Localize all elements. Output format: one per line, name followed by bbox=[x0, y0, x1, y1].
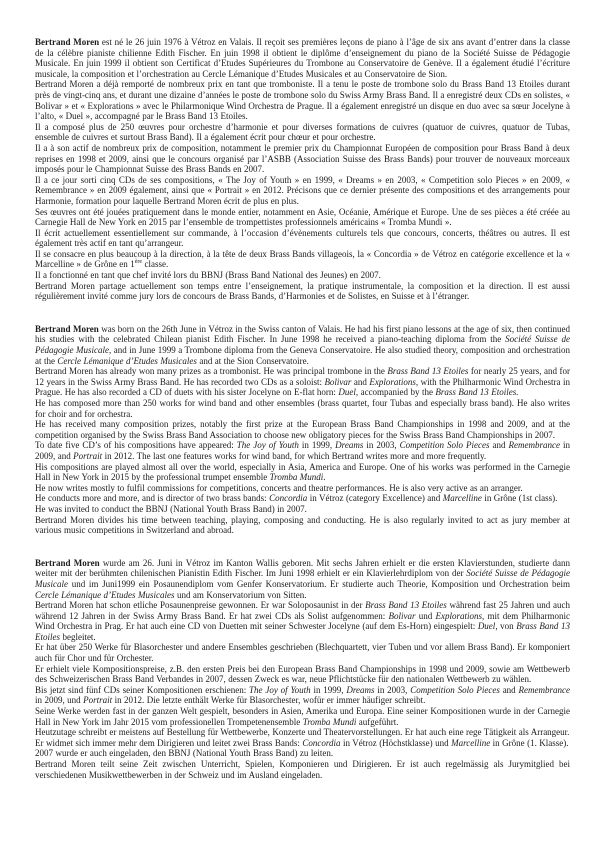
text-run: Bis jetzt sind fünf CDs seiner Kompositionen erschienen: bbox=[35, 684, 250, 695]
italic-text: Tromba Mundi bbox=[269, 472, 324, 483]
text-run: and bbox=[351, 376, 370, 387]
text-run: and bbox=[499, 684, 519, 695]
text-run: in 2009, und bbox=[35, 695, 84, 706]
paragraph bbox=[35, 249, 570, 270]
text-run: Bertrand Moren teilt seine Zeit zwischen Unterricht, Spielen, Komponieren und Dirigieren. Er ist auch regelmässig als Jurymitglied bei verschiedenen Musikwettbewerben in der Schweiz und im Ausland eingeladen. bbox=[35, 759, 570, 780]
text-run: in 1999, bbox=[310, 684, 347, 695]
paragraph bbox=[35, 748, 570, 759]
text-run: He has received many composition prizes, notably the first prize at the European Brass Band Championships in 1998 and 2009, and at the competition organised by the Swiss Brass Band Association to choose new obligatory pieces for the Swiss Brass Band Championships in 2007. bbox=[35, 419, 570, 440]
text-run: Il a à son actif de nombreux prix de composition, notamment le premier prix du Championnat Européen de composition pour Brass Band à deux reprises en 1998 et 2009, ainsi que le concours organisé par l’ASBB (Association Suisse des Brass Bands) pour trouver de nouveaux morceaux imposés pour le Championnat Suisse des Brass Bands en 2007. bbox=[35, 142, 570, 175]
text-run: Il a ce jour sorti cinq CDs de ses compositions, « The Joy of Youth » en 1999, « Dreams » en 2003, « Competition solo Pieces » en 2009, « Remembrance » en 2009 également, ainsi que « Portrait » en 2012. Précisons que ce dernier présente des compositions et des arrangements pour Harmonie, formation pour laquelle Bertrand Moren écrit de plus en plus. bbox=[35, 174, 570, 206]
paragraph bbox=[35, 504, 570, 515]
text-run: in 2009, and bbox=[35, 440, 570, 461]
text-run: in Vétroz (category Excellence) and bbox=[307, 493, 443, 504]
text-run: , von bbox=[495, 621, 517, 632]
text-run: in 2012. The last one features works for wind band, for which Bertrand writes more and more frequently. bbox=[102, 450, 487, 461]
paragraph bbox=[35, 664, 570, 685]
paragraph bbox=[35, 440, 570, 461]
text-run: for nearly 25 years, and for 12 years in the Swiss Army Brass Band. He has recorded two CDs as a soloist: bbox=[35, 366, 570, 387]
text-run: Bertrand Moren divides his time between teaching, playing, composing and conducting. He is also regularly invited to act as jury member at various music competitions in Switzerland and abroad. bbox=[35, 514, 570, 536]
paragraph bbox=[35, 228, 570, 249]
text-run: , and in June 1999 a Trombone diploma from the Geneva Conservatoire. He also studied theory, composition and orchestration at the bbox=[35, 345, 570, 366]
superscript-text: ère bbox=[134, 259, 143, 266]
paragraph bbox=[35, 738, 570, 749]
text-run: in Grône (1st class). bbox=[481, 493, 558, 504]
text-run: Bertrand Moren hat schon etliche Posaunenpreise gewonnen. Er war Soloposaunist in der bbox=[35, 600, 366, 611]
text-run: in 2012. Die letzte enthält Werke für Blasorchester, wofür er immer häufiger schreibt. bbox=[112, 695, 426, 706]
text-run: und am Konservatorium von Sitten. bbox=[174, 589, 307, 600]
italic-text: Dreams bbox=[346, 684, 375, 695]
italic-text: Explorations bbox=[435, 610, 483, 621]
text-run: He now writes mostly to fulfil commissions for competitions, concerts and theatre performances. He is also very active as an arranger. bbox=[35, 482, 523, 493]
text-run: and bbox=[489, 440, 509, 451]
paragraph bbox=[35, 398, 570, 419]
text-run: Il se consacre en plus beaucoup à la direction, à la tête de deux Brass Bands villageois, la « Concordia » de Vétroz en catégorie excellence et la « Marcelline » de Grône en 1 bbox=[35, 248, 570, 270]
text-run: He has composed more than 250 works for wind band and other ensembles (brass quartet, four Tubas and especially brass band). He also writes for choir and for orchestra. bbox=[35, 398, 570, 419]
italic-text: Concordia bbox=[269, 493, 308, 504]
bold-text: Bertrand Moren bbox=[35, 37, 100, 47]
italic-text: Brass Band 13 Etoiles bbox=[365, 600, 447, 611]
paragraph bbox=[35, 515, 570, 536]
text-run: aufgeführt. bbox=[356, 716, 399, 727]
italic-text: Dreams bbox=[335, 440, 364, 451]
text-run: Er widmet sich immer mehr dem Dirigieren und leitet zwei Brass Bands: bbox=[35, 737, 303, 748]
biography-section-french bbox=[35, 37, 570, 302]
paragraph bbox=[35, 324, 570, 366]
text-run: Ses œuvres ont été jouées pratiquement dans le monde entier, notamment en Asie, Océanie, Amérique et Europe. Une de ses pièces a été créée au Carnegie Hall de New York en 2015 par l’ensemble de trompettistes professionnels américains « Tromba Mundi ». bbox=[35, 206, 570, 228]
biography-section-english bbox=[35, 324, 570, 536]
italic-text: Brass Band 13 Etoiles bbox=[35, 621, 570, 642]
bold-text: Bertrand Moren bbox=[35, 557, 100, 568]
italic-text: Brass Band 13 Etoiles. bbox=[435, 387, 519, 398]
text-run: Er erhielt viele Kompositionspreise, z.B. den ersten Preis bei den European Brass Band Championships in 1998 und 2009, sowie am Wettbewerb des Schweizerischen Brass Band Verbandes in 2007, dessen Zweck es war, neue Pflichtstücke für den nationalen Wettbewerb zu wählen. bbox=[35, 663, 570, 685]
text-run: in 2003, bbox=[374, 684, 411, 695]
paragraph bbox=[35, 175, 570, 207]
italic-text: Portrait bbox=[83, 695, 113, 706]
text-run: His compositions are played almost all over the world, especially in Asia, America and Europe. One of his works was performed in the Carnegie Hall in New York in 2015 by the professional trumpet ensemble bbox=[35, 461, 570, 483]
text-run: 2007 wurde er auch eingeladen, den BBNJ (National Youth Brass Band) zu leiten. bbox=[35, 748, 334, 759]
italic-text: Duel bbox=[338, 387, 356, 398]
paragraph bbox=[35, 281, 570, 302]
text-run: Il a fonctionné en tant que chef invité lors du BBNJ (Brass Band National des Jeunes) en 2007. bbox=[35, 270, 381, 281]
paragraph bbox=[35, 37, 570, 79]
text-run: To date five CD’s of his compositions have appeared: bbox=[35, 440, 237, 451]
italic-text: Remembrance bbox=[518, 684, 570, 695]
paragraph bbox=[35, 493, 570, 504]
text-run: Bertrand Moren has already won many prizes as a trombonist. He was principal trombone in the bbox=[35, 366, 388, 377]
paragraph bbox=[35, 270, 570, 281]
text-run: , mit dem Philharmonic Wind Orchestra in Prag. Er hat auch eine CD von Duetten mit seiner Schwester Jocelyne (auf dem Es-Horn) eingespielt: bbox=[35, 610, 570, 632]
text-run: Heutzutage schreibt er meistens auf Bestellung für Wettbewerbe, Konzerte und Theatervorstellungen. Er hat auch eine rege Tätigkeit als Arrangeur. bbox=[35, 727, 570, 738]
text-run: in Vétroz (Höchstklasse) und bbox=[340, 737, 452, 748]
text-run: begleitet. bbox=[60, 631, 96, 642]
paragraph bbox=[35, 207, 570, 228]
italic-text: Marcelline bbox=[442, 493, 482, 504]
text-run: Seine Werke werden fast in der ganzen Welt gespielt, besonders in Asien, Amerika und Europa. Eine seiner Kompositionen wurde in der Carnegie Hall in New York im Jahr 2015 vom professionellen Trompetenensemble bbox=[35, 706, 570, 727]
italic-text: Bolivar bbox=[324, 376, 352, 387]
italic-text: Concordia bbox=[302, 737, 341, 748]
paragraph bbox=[35, 558, 570, 600]
italic-text: Duel bbox=[477, 621, 496, 632]
text-run: was born on the 26th June in Vétroz in the Swiss canton of Valais. He had his first piano lessons at the age of six, then continued his studies with the celebrated Chilean pianist Edith Fischer. In June 1998 he received a piano-teaching diploma from the bbox=[35, 323, 570, 345]
italic-text: Remembrance bbox=[508, 440, 560, 451]
paragraph bbox=[35, 366, 570, 398]
italic-text: Competition Solo Pieces bbox=[399, 440, 490, 451]
text-run: , with the Philharmonic Wind Orchestra in Prague. He has also recorded a CD of duets with his sister Jocelyne on E-flat horn: bbox=[35, 376, 570, 398]
paragraph bbox=[35, 642, 570, 663]
italic-text: Bolivar bbox=[388, 610, 416, 621]
text-run: He was invited to conduct the BBNJ (National Youth Brass Band) in 2007. bbox=[35, 503, 307, 514]
text-run: Bertrand Moren a déjà remporté de nombreux prix en tant que tromboniste. Il a tenu le poste de trombone solo du Brass Band 13 Etoiles durant près de vingt-cinq ans, et durant une dizaine d’années le poste de trombone solo du Swiss Army Brass Band. Il a enregistré deux CDs en solistes, « Bolivar » et « Explorations » avec le Philarmonique Wind Orchestra de Prague. Il a également enregistré un disque en duo avec sa sœur Jocelyne à l’alto, « Duel », accompagné par le Brass Band 13 Etoiles. bbox=[35, 79, 570, 122]
italic-text: Cercle Lémanique d’Etudes Musicales bbox=[57, 355, 197, 366]
paragraph bbox=[35, 483, 570, 494]
text-run: und bbox=[415, 610, 436, 621]
text-run: . bbox=[323, 472, 326, 483]
text-run: und im Juni1999 ein Posaunendiplom vom Genfer Konservatorium. Er studierte auch Theorie, Komposition und Orchestration beim bbox=[68, 578, 570, 589]
italic-text: The Joy of Youth bbox=[236, 440, 299, 451]
paragraph bbox=[35, 685, 570, 706]
italic-text: Marcelline bbox=[451, 737, 491, 748]
paragraph bbox=[35, 462, 570, 483]
paragraph bbox=[35, 727, 570, 738]
text-run: wurde am 26. Juni in Vétroz im Kanton Wallis geboren. Mit sechs Jahren erhielt er die ersten Klavierstunden, studierte dann weiter mit der berühmten chilenischen Pianistin Edith Fischer. Im Juni 1998 erhielt er ein Klavierlehrdiplom von der bbox=[35, 557, 570, 579]
italic-text: Portrait bbox=[73, 450, 103, 461]
italic-text: Explorations bbox=[369, 376, 416, 387]
italic-text: Société Suisse de Pédagogie Musicale bbox=[35, 334, 570, 356]
paragraph bbox=[35, 419, 570, 440]
text-run: est né le 26 juin 1976 à Vétroz en Valais. Il reçoit ses premières leçons de piano à l’âge de six ans avant d’entrer dans la classe de la célèbre pianiste chilienne Edith Fischer. En juin 1998 il obtient le diplôme d’enseignement du piano de la Société Suisse de Pédagogie Musicale. En juin 1999 il obtient son Certificat d’Etudes Supérieures du Trombone au Conservatoire de Genève. Il a également étudié l’écriture musicale, la composition et l’orchestration au Cercle Lémanique d’Etudes Musicales et au Conservatoire de Sion. bbox=[35, 37, 570, 79]
italic-text: Tromba Mundi bbox=[302, 716, 357, 727]
paragraph bbox=[35, 79, 570, 121]
text-run: während fast 25 Jahren und auch während 12 Jahren in der Swiss Army Brass Band. Er hat zwei CDs als Solist aufgenommen: bbox=[35, 600, 570, 621]
text-run: Il a composé plus de 250 œuvres pour orchestre d’harmonie et pour diverses formations de cuivres (quatuor de cuivres, quatuor de Tubas, ensemble de cuivres et surtout Brass Band). Il a également écrit pour chœur et pour orchestre. bbox=[35, 121, 570, 143]
biography-section-german bbox=[35, 558, 570, 780]
text-run: in Grône (1. Klasse). bbox=[490, 737, 569, 748]
text-run: Bertrand Moren partage actuellement son temps entre l’enseignement, la pratique instrumentale, la composition et la direction. Il est aussi régulièrement invité comme jury lors de concours de Brass Bands, d’Harmonies et de Solistes, en Suisse et à l’étranger. bbox=[35, 280, 570, 302]
paragraph bbox=[35, 759, 570, 780]
text-run: , accompanied by the bbox=[355, 387, 436, 398]
italic-text: The Joy of Youth bbox=[249, 684, 311, 695]
italic-text: Cercle Lémanique d’Etudes Musicales bbox=[35, 589, 175, 600]
bold-text: Bertrand Moren bbox=[35, 323, 99, 334]
paragraph bbox=[35, 122, 570, 143]
paragraph bbox=[35, 706, 570, 727]
italic-text: Société Suisse de Pédagogie Musicale bbox=[35, 568, 570, 589]
text-run: and at the Sion Conservatoire. bbox=[196, 355, 309, 366]
paragraph bbox=[35, 143, 570, 175]
text-run: in 2003, bbox=[363, 440, 400, 451]
italic-text: Brass Band 13 Etoiles bbox=[387, 366, 469, 377]
text-run: classe. bbox=[142, 259, 169, 270]
text-run: Il écrit actuellement essentiellement sur commande, à l’occasion d’évènements culturels tels que concours, concerts, théâtres ou autres. Il est également très actif en tant qu’arrangeur. bbox=[35, 227, 570, 249]
paragraph bbox=[35, 600, 570, 642]
text-run: He conducts more and more, and is director of two brass bands: bbox=[35, 493, 270, 504]
text-run: in 1999, bbox=[298, 440, 336, 451]
text-run: Er hat über 250 Werke für Blasorchester und andere Ensembles geschrieben (Blechquartett, vier Tuben und vor allem Brass Band). Er komponiert auch für Chor und für Orchester. bbox=[35, 642, 570, 664]
italic-text: Competition Solo Pieces bbox=[410, 684, 500, 695]
